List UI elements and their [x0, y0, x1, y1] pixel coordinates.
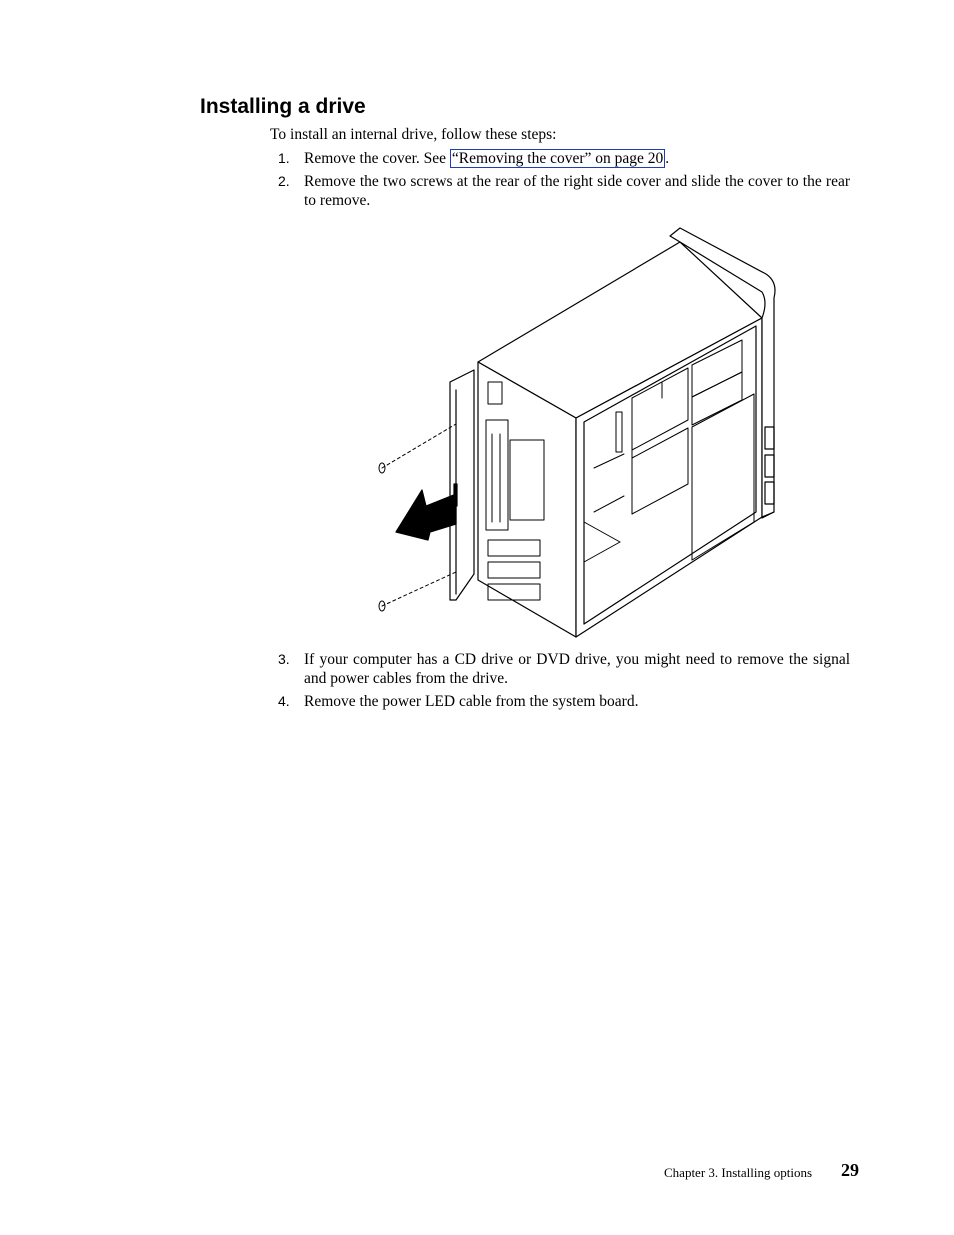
- step-number: 2.: [278, 173, 290, 189]
- removing-cover-link[interactable]: “Removing the cover” on page 20: [451, 150, 664, 167]
- step-number: 1.: [278, 150, 290, 166]
- step-3: [278, 650, 850, 688]
- step-number: 3.: [278, 651, 290, 667]
- step-text-lead: Remove the cover. See: [304, 150, 450, 167]
- computer-side-cover-removal-illustration: [370, 222, 790, 642]
- step-4: [278, 692, 850, 711]
- side-cover-panel: [450, 370, 474, 600]
- footer-chapter: Chapter 3. Installing options: [664, 1165, 813, 1180]
- step-number: 4.: [278, 693, 290, 709]
- step-text-tail: .: [665, 150, 670, 167]
- step-2: [278, 172, 850, 210]
- intro-text: To install an internal drive, follow these steps:: [270, 126, 557, 143]
- step-text: Remove the power LED cable from the system board.: [304, 693, 639, 710]
- slide-direction-arrow-icon: [396, 490, 456, 540]
- step-text: If your computer has a CD drive or DVD drive, you might need to remove the signal and power cables from the drive.: [304, 651, 850, 687]
- step-text: [304, 149, 850, 168]
- chassis-outline: [478, 228, 775, 637]
- step-text: Remove the two screws at the rear of the right side cover and slide the cover to the rear to remove.: [304, 173, 850, 209]
- page-number: 29: [841, 1160, 859, 1180]
- step-1: [278, 149, 850, 168]
- section-title: Installing a drive: [200, 95, 366, 118]
